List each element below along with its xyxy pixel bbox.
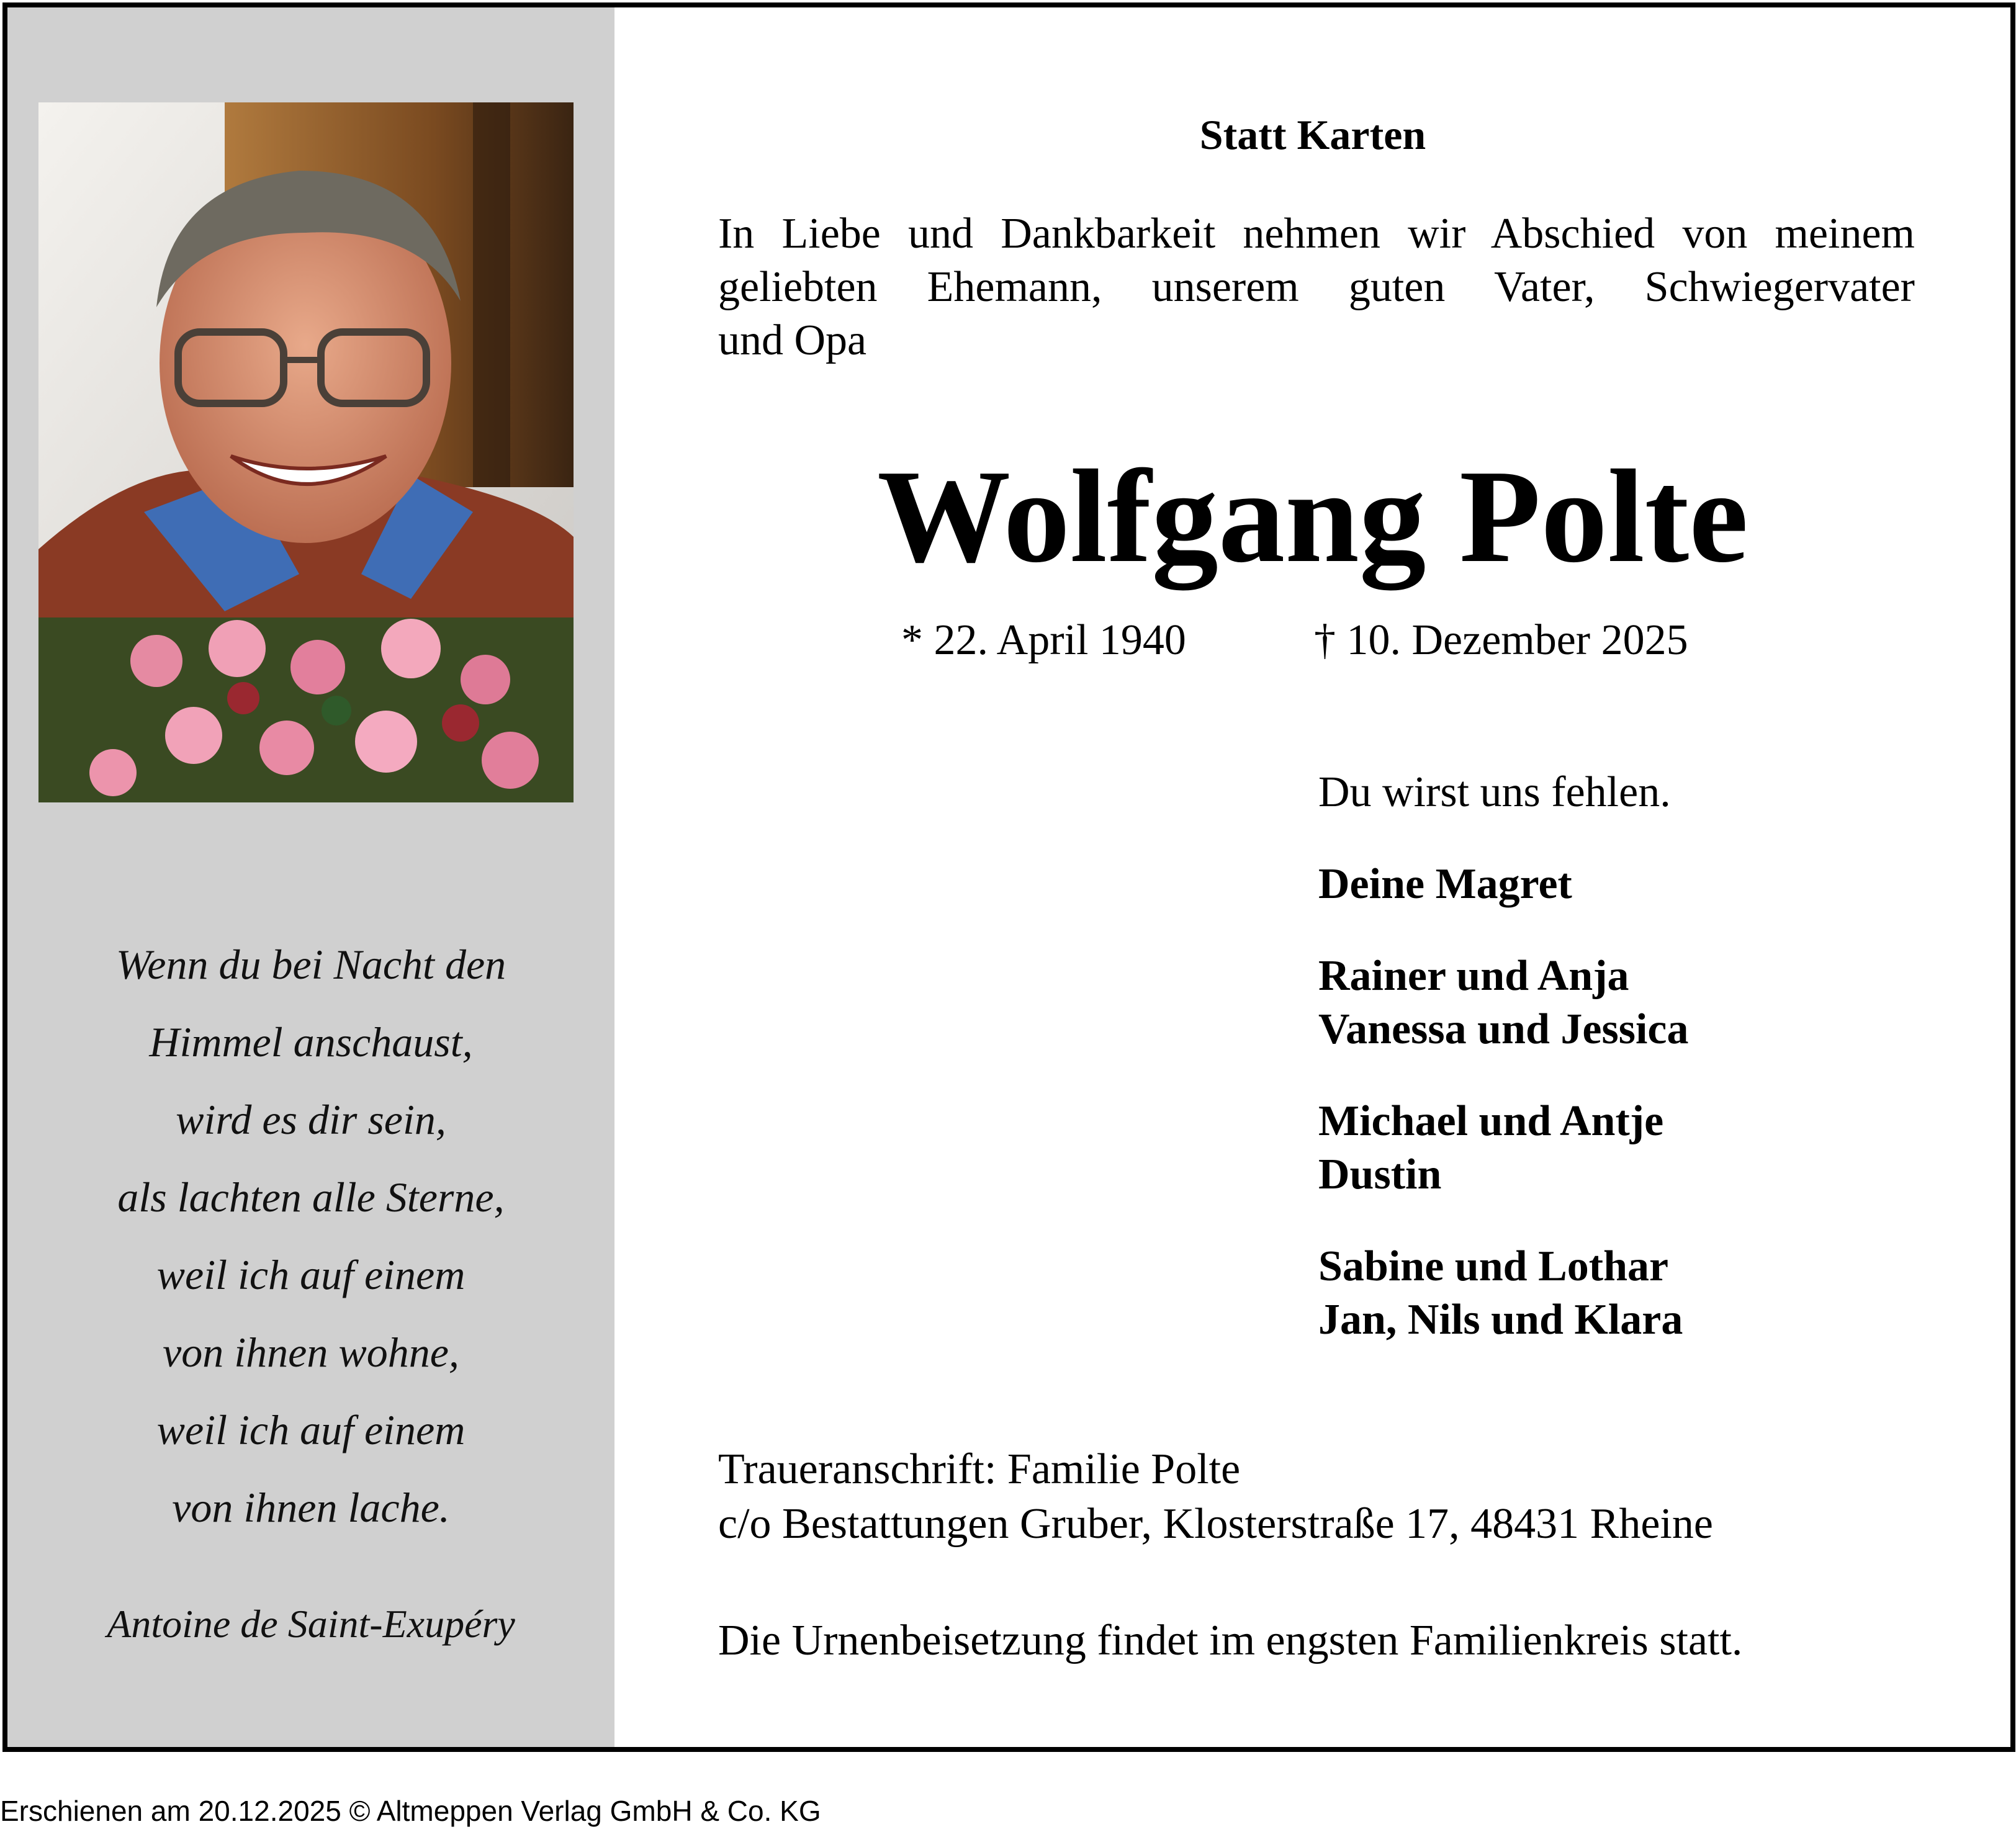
intro-line: geliebten Ehemann, unserem guten Vater, Schwiegervater (718, 263, 1915, 311)
address-line: c/o Bestattungen Gruber, Klosterstraße 17, 48431 Rheine (718, 1500, 1713, 1548)
family-member: Michael und Antje (1318, 1097, 1664, 1145)
family-group (1318, 858, 1939, 911)
farewell-line: Du wirst uns fehlen. (1318, 768, 1671, 816)
quote-author: Antoine de Saint-Exupéry (107, 1602, 515, 1646)
quote-line: weil ich auf einem (156, 1406, 466, 1453)
family-member: Rainer und Anja (1318, 952, 1629, 1000)
family-member: Sabine und Lothar (1318, 1242, 1669, 1290)
family-group (1318, 1240, 1939, 1347)
family-group (1318, 950, 1939, 1056)
family-member: Jan, Nils und Klara (1318, 1296, 1683, 1344)
quote-line: Himmel anschaust, (149, 1018, 473, 1066)
intro-line: und Opa (718, 317, 867, 364)
address-line: Traueranschrift: Familie Polte (718, 1445, 1241, 1493)
birth-date: * 22. April 1940 (901, 616, 1186, 664)
burial-note: Die Urnenbeisetzung findet im engsten Familienkreis statt. (718, 1617, 1743, 1664)
quote-line: weil ich auf einem (156, 1251, 466, 1298)
quote-line: wird es dir sein, (176, 1096, 446, 1143)
quote-line: von ihnen lache. (172, 1484, 450, 1531)
death-date: † 10. Dezember 2025 (1314, 616, 1688, 664)
family-member: Vanessa und Jessica (1318, 1005, 1689, 1053)
family-member: Deine Magret (1318, 860, 1572, 908)
quote-line: von ihnen wohne, (163, 1329, 459, 1376)
quote-line: als lachten alle Sterne, (117, 1174, 505, 1221)
intro-text (718, 207, 1915, 367)
intro-line: In Liebe und Dankbarkeit nehmen wir Abschied von meinem (718, 210, 1915, 258)
deceased-name: Wolfgang Polte (877, 442, 1748, 590)
quote-line: Wenn du bei Nacht den (115, 941, 506, 988)
quote-poem (7, 926, 614, 1547)
publication-footer: Erschienen am 20.12.2025 © Altmeppen Verlag GmbH & Co. KG (0, 1795, 821, 1827)
portrait-photo (38, 102, 574, 802)
mourning-address (718, 1442, 1960, 1551)
family-list (1318, 766, 1939, 1385)
statt-karten-heading: Statt Karten (1199, 111, 1426, 158)
sidebar-panel (7, 7, 614, 1747)
family-group (1318, 1095, 1939, 1201)
flower-bouquet (38, 617, 574, 802)
family-member: Dustin (1318, 1151, 1442, 1198)
obituary-card (2, 2, 2015, 1752)
